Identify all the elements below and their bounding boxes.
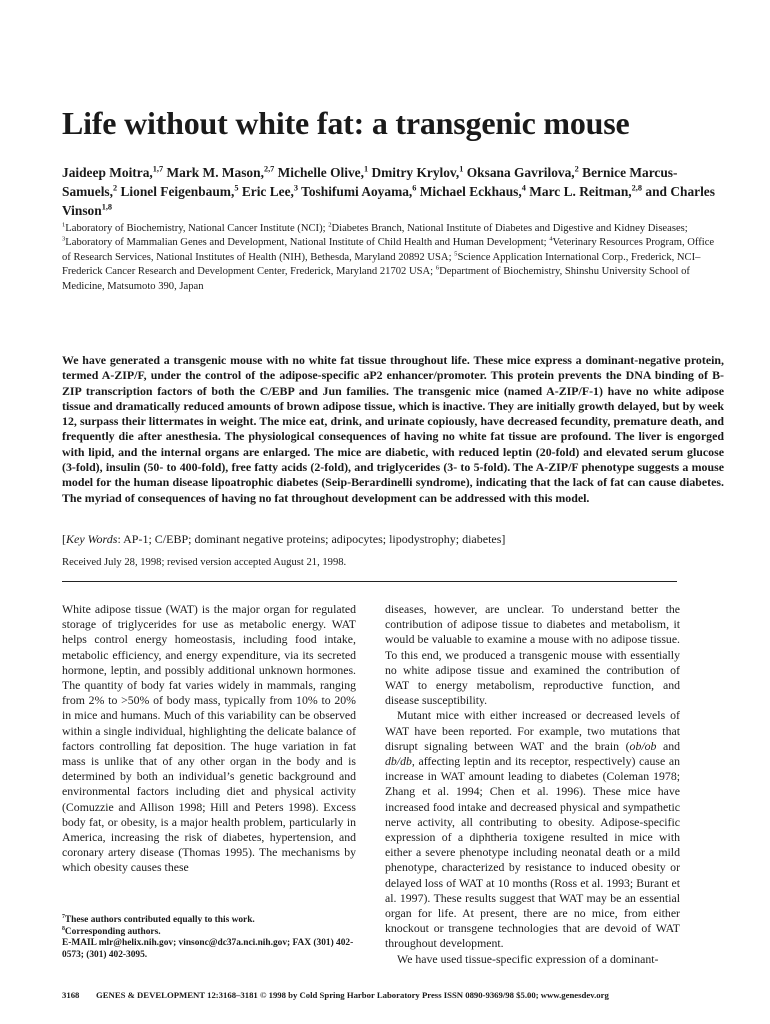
author-affiliation-mark: 3 [293, 183, 299, 193]
text-run: , affecting leptin and its receptor, respectively) cause an increase in WAT amount leading to diabetes (Coleman 1978; Zhang et al. 1994; Chen et al. 1996). These mice have increased food intake and decreased physical and sympathetic nerve activity, all contributing to obesity. Adipose-specific expression of a diphtheria toxigene resulted in mice with either a severe phenotype including neonatal death or a mild phenotype, characterized by resistance to induced obesity or delayed loss of WAT at 10 months (Ross et al. 1993; Burant et al. 1997). These results suggest that WAT may be an essential organ for life. At present, there are no mice, from either knockout or transgene technologies that are devoid of WAT throughout development. [385, 754, 680, 951]
affiliation-text: Department of Biochemistry, Shinshu University School of Medicine, Matsumoto 390, Japan [62, 266, 690, 292]
footnote-text: These authors contributed equally to this work. [64, 915, 255, 925]
gene-symbol: db/db [385, 754, 412, 769]
page-footer [62, 989, 702, 1001]
keywords-separator: : [117, 532, 124, 546]
affiliation-mark: 1 [62, 221, 66, 229]
footnotes [62, 915, 356, 961]
body-paragraph: White adipose tissue (WAT) is the major organ for regulated storage of triglycerides for use as metabolic energy. WAT helps control energy homeostasis, including food intake, metabolic efficiency, and energy expenditure, via its secreted hormone, leptin, and possibly additional unknown hormones. The quantity of body fat varies widely in mammals, ranging from 2% to >50% of body mass, typically from 10% to 20% in mice and humans. Much of this variability can be observed within a single individual, highlighting the delicate balance of factors controlling fat deposition. The huge variation in fat mass is unlike that of any other organ in the body and is determined by both an individual’s genetic background and environmental factors including diet and physical activity (Comuzzie and Allison 1998; Hill and Peters 1998). Excess body fat, or obesity, is a major health problem, particularly in America, increasing the risk of diabetes, hypertension, and coronary artery disease (Thomas 1995). The mechanisms by which obesity causes these [62, 602, 356, 875]
keywords [62, 531, 722, 547]
affiliation-text: Diabetes Branch, National Institute of Diabetes and Digestive and Kidney Diseases; [331, 223, 688, 234]
author-name: Bernice Marcus-Samuels, [62, 165, 678, 199]
affiliation-text: Science Application International Corp., Frederick, NCI–Frederick Cancer Research and Development Center, Frederick, Maryland 21702 USA; [62, 251, 701, 278]
author-name: Lionel Feigenbaum, [120, 184, 235, 199]
affiliations [62, 222, 722, 294]
body-paragraph [385, 708, 680, 951]
footnote-line [62, 938, 356, 961]
article-title: Life without white fat: a transgenic mouse [62, 105, 630, 141]
received-date: Received July 28, 1998; revised version accepted August 21, 1998. [62, 557, 347, 568]
footnote-mark: 8 [62, 925, 65, 932]
author-name: Eric Lee, [241, 184, 294, 199]
author-name: Dmitry Krylov, [371, 165, 460, 180]
footnote-line [62, 927, 356, 939]
affiliation-text: Laboratory of Mammalian Genes and Development, National Institute of Child Health and Human Development; [65, 237, 550, 249]
author-affiliation-mark: 1 [459, 164, 464, 174]
body-paragraph: We have used tissue-specific expression of a dominant- [397, 951, 659, 966]
footnote-mark: 7 [62, 913, 65, 920]
author-affiliation-mark: 5 [234, 183, 239, 193]
author-name: Michael Eckhaus, [419, 184, 522, 199]
author-affiliation-mark: 1,7 [152, 164, 164, 174]
affiliation-mark: 5 [454, 250, 458, 258]
author-affiliation-mark: 4 [521, 183, 526, 193]
gene-symbol: ob/ob [629, 738, 657, 753]
body-paragraph: diseases, however, are unclear. To understand better the contribution of adipose tissue to diabetes and metabolism, it would be valuable to examine a mouse with no adipose tissue. To this end, we produced a transgenic mouse with essentially no white adipose tissue and examined the contribution of WAT to energy metabolism, reproductive function, and disease susceptibility. [385, 602, 680, 708]
text-run: and [656, 738, 680, 753]
keywords-text: AP-1; C/EBP; dominant negative proteins; adipocytes; lipodystrophy; diabetes [123, 532, 502, 546]
keywords-close-bracket: ] [501, 532, 506, 546]
keywords-open-bracket: [ [62, 532, 66, 546]
section-divider [62, 581, 677, 582]
journal-citation: GENES & DEVELOPMENT 12:3168–3181 © 1998 by Cold Spring Harbor Laboratory Press ISSN 0890-9369/98 $5.00; www.genesdev.org [96, 990, 609, 1000]
author-affiliation-mark: 6 [412, 183, 417, 193]
abstract: We have generated a transgenic mouse with no white fat tissue throughout life. These mice express a dominant-negative protein, termed A-ZIP/F, under the control of the adipose-specific aP2 enhancer/promoter. This protein prevents the DNA binding of B-ZIP transcription factors of both the C/EBP and Jun families. The transgenic mice (named A-ZIP/F-1) have no white adipose tissue and dramatically reduced amounts of brown adipose tissue, which is inactive. They are initially growth delayed, but by week 12, surpass their littermates in weight. The mice eat, drink, and urinate copiously, have decreased fecundity, premature death, and frequently die after anesthesia. The physiological consequences of having no white fat tissue are profound. The liver is engorged with lipid, and the internal organs are enlarged. The mice are diabetic, with reduced leptin (20-fold) and elevated serum glucose (3-fold), insulin (50- to 400-fold), free fatty acids (2-fold), and triglycerides (3- to 5-fold). The A-ZIP/F phenotype suggests a mouse model for the human disease lipoatrophic diabetes (Seip-Berardinelli syndrome), indicating that the lack of fat can cause diabetes. The myriad of consequences of having no fat throughout development can be addressed with this model. [62, 353, 724, 505]
author-affiliation-mark: 1 [363, 164, 369, 174]
affiliation-mark: 3 [62, 235, 66, 243]
body-column-right [385, 602, 680, 967]
author-name: Marc L. Reitman, [529, 184, 632, 199]
author-list [62, 163, 722, 220]
author-name: Toshifumi Aoyama, [301, 184, 413, 199]
author-affiliation-mark: 2 [574, 164, 579, 174]
author-name: Jaideep Moitra, [62, 165, 153, 180]
affiliation-text: Veterinary Resources Program, Office of Research Services, National Institutes of Health (NIH), Bethesda, Maryland 20892 USA; [62, 237, 715, 263]
affiliation-mark: 6 [435, 264, 440, 272]
author-affiliation-mark: 1,8 [101, 202, 113, 212]
affiliation-text: Laboratory of Biochemistry, National Cancer Institute (NCI); [65, 223, 329, 234]
footnote-text: E-MAIL mlr@helix.nih.gov; vinsonc@dc37a.nci.nih.gov; FAX (301) 402-0573; (301) 402-3095. [62, 938, 354, 960]
author-name: Michelle Olive, [277, 165, 364, 180]
footnote-line [62, 915, 356, 927]
author-affiliation-mark: 2,8 [631, 183, 643, 193]
page-number: 3168 [62, 990, 80, 1000]
footnote-text: Corresponding authors. [64, 926, 161, 937]
affiliation-mark: 4 [549, 235, 553, 243]
author-name: Oksana Gavrilova, [466, 165, 575, 180]
author-affiliation-mark: 2 [112, 183, 118, 193]
keywords-label: Key Words [66, 532, 118, 546]
author-name: Mark M. Mason, [166, 165, 264, 180]
author-affiliation-mark: 2,7 [263, 164, 275, 174]
author-name: and Charles Vinson [62, 184, 715, 218]
text-run: Mutant mice with either increased or decreased levels of WAT have been reported. For example, two mutations that disrupt signaling between WAT and the brain ( [385, 708, 680, 753]
affiliation-mark: 2 [328, 221, 332, 229]
body-column-left [62, 602, 356, 876]
